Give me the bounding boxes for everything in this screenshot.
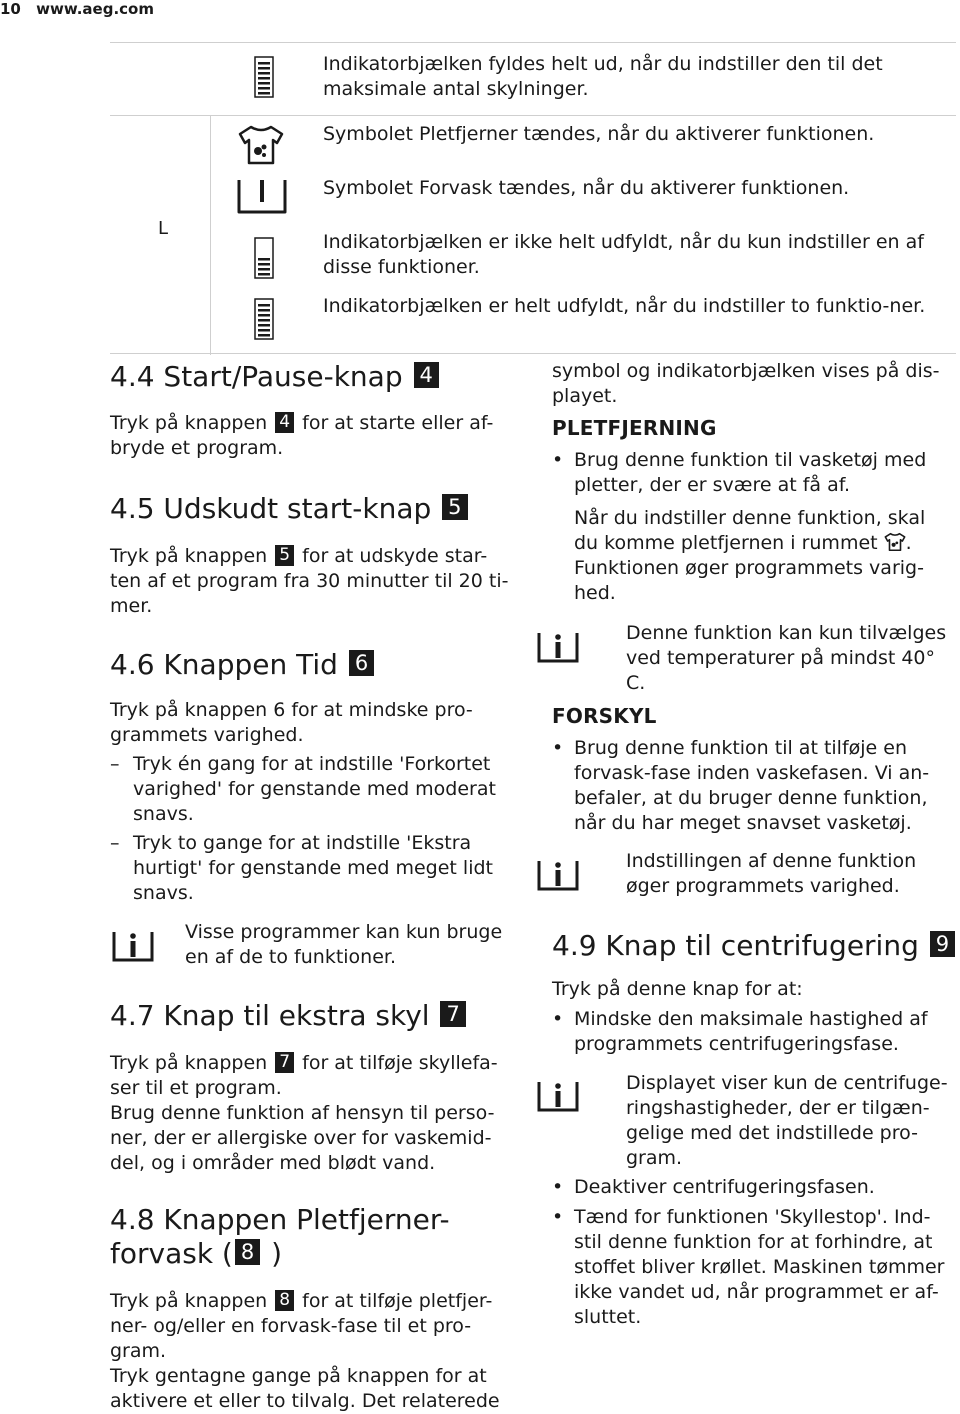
button-badge: 4 [275, 412, 294, 433]
note-text: Indstillingen af denne funktion øger programmets varighed. [626, 850, 917, 897]
dash-item-1: – Tryk én gang for at indstille 'Forkortet varighed' for genstande med moderat snavs. [133, 752, 496, 827]
info-icon [537, 1076, 579, 1116]
table-text-5: Indikatorbjælken er helt udfyldt, når du indstiller to funktio-ner. [323, 295, 926, 317]
button-badge: 4 [414, 362, 439, 388]
section-4-7-text: Tryk på knappen 7 for at tilføje skyllefa- ser til et program. Brug denne funktion af hensyn til perso- ner, der er allergiske over for vaskemid- del, og i områder med blødt vand. [110, 1052, 498, 1174]
bullet-item: • Brug denne funktion til at tilføje en forvask-fase inden vaskefasen. Vi an- befaler, at du bruger denne funktion, når du har meget snavset vasketøj. [574, 736, 929, 836]
bullet-item: • Deaktiver centrifugeringsfasen. [574, 1175, 875, 1200]
bullet-item: • Brug denne funktion til vasketøj med pletter, der er svære at få af. [574, 448, 926, 498]
table-divider [110, 115, 956, 116]
dash-item-2: – Tryk to gange for at indstille 'Ekstra hurtigt' for genstande med meget lidt snavs. [133, 831, 493, 906]
table-text-1: Indikatorbjælken fyldes helt ud, når du indstiller den til det maksimale antal skylninger. [323, 53, 883, 100]
button-badge: 5 [442, 494, 467, 520]
site-url: www.aeg.com [36, 0, 154, 18]
stain-shirt-icon [884, 532, 906, 552]
pletfjerning-heading: PLETFJERNING [552, 416, 717, 440]
rinse-bar-full-icon [254, 56, 274, 98]
section-4-8-title: 4.8 Knappen Pletfjerner- forvask ( 8 ) [110, 1203, 450, 1270]
info-icon [112, 926, 154, 966]
stain-shirt-icon [237, 124, 285, 166]
info-icon [537, 855, 579, 895]
forskyl-heading: FORSKYL [552, 704, 657, 728]
section-4-6-title: 4.6 Knappen Tid 6 [110, 648, 376, 682]
note-text: Displayet viser kun de centrifuge- ringshastigheder, der er tilgæn- gelige med det indstillede pro- gram. [626, 1072, 948, 1169]
bar-full-icon [254, 298, 274, 340]
section-4-4-text: Tryk på knappen 4 for at starte eller af- bryde et program. [110, 412, 494, 459]
button-badge: 8 [235, 1239, 260, 1265]
button-badge: 6 [349, 650, 374, 676]
bar-half-icon [254, 237, 274, 279]
note-text: Visse programmer kan kun bruge en af de to funktioner. [185, 921, 503, 968]
table-top-border [110, 42, 956, 43]
button-badge: 9 [930, 931, 955, 957]
section-4-9-intro: Tryk på denne knap for at: [552, 978, 803, 1000]
bullet-item: • Mindske den maksimale hastighed af programmets centrifugeringsfase. [574, 1007, 928, 1057]
page-header [0, 0, 154, 22]
button-badge: 7 [275, 1052, 294, 1073]
info-icon [537, 627, 579, 667]
indicator-table [110, 42, 956, 354]
page-number: 10 [0, 0, 21, 18]
table-row-label: L [158, 218, 169, 239]
section-4-9-title: 4.9 Knap til centrifugering 9 [552, 929, 957, 963]
table-text-3: Symbolet Forvask tændes, når du aktiverer funktionen. [323, 177, 850, 199]
button-badge: 5 [275, 545, 294, 566]
continued-text: symbol og indikatorbjælken vises på dis- playet. [552, 360, 940, 407]
section-4-8-text: Tryk på knappen 8 for at tilføje pletfjer- ner- og/eller en forvask-fase til et pro- gram. Tryk gentagne gange på knappen for at aktivere et eller to tilvalg. Det relaterede [110, 1290, 500, 1412]
button-badge: 8 [275, 1290, 294, 1311]
table-bottom-border [110, 353, 956, 354]
table-text-4: Indikatorbjælken er ikke helt udfyldt, når du kun indstiller en af disse funktioner. [323, 231, 924, 278]
table-text-2: Symbolet Pletfjerner tændes, når du aktiverer funktionen. [323, 123, 875, 145]
section-4-7-title: 4.7 Knap til ekstra skyl 7 [110, 999, 468, 1033]
section-4-4-title: 4.4 Start/Pause-knap 4 [110, 360, 441, 394]
section-4-5-title: 4.5 Udskudt start-knap 5 [110, 492, 470, 526]
prewash-tub-icon [236, 176, 288, 216]
note-text: Denne funktion kan kun tilvælges ved temperaturer på mindst 40° C. [626, 622, 947, 694]
button-badge: 7 [440, 1001, 465, 1027]
section-4-5-text: Tryk på knappen 5 for at udskyde star- ten af et program fra 30 minutter til 20 ti- mer. [110, 545, 509, 617]
section-4-6-text: Tryk på knappen 6 for at mindske pro- grammets varighed. [110, 699, 473, 746]
bullet-item: • Tænd for funktionen 'Skyllestop'. Ind- stil denne funktion for at forhindre, at stoffet bliver krøllet. Maskinen tømmer ikke vandet ud, når programmet er af- sluttet. [574, 1205, 944, 1330]
pletfjerning-text: Når du indstiller denne funktion, skal du komme pletfjernen i rummet . Funktionen øger programmets varig- hed. [574, 507, 926, 604]
